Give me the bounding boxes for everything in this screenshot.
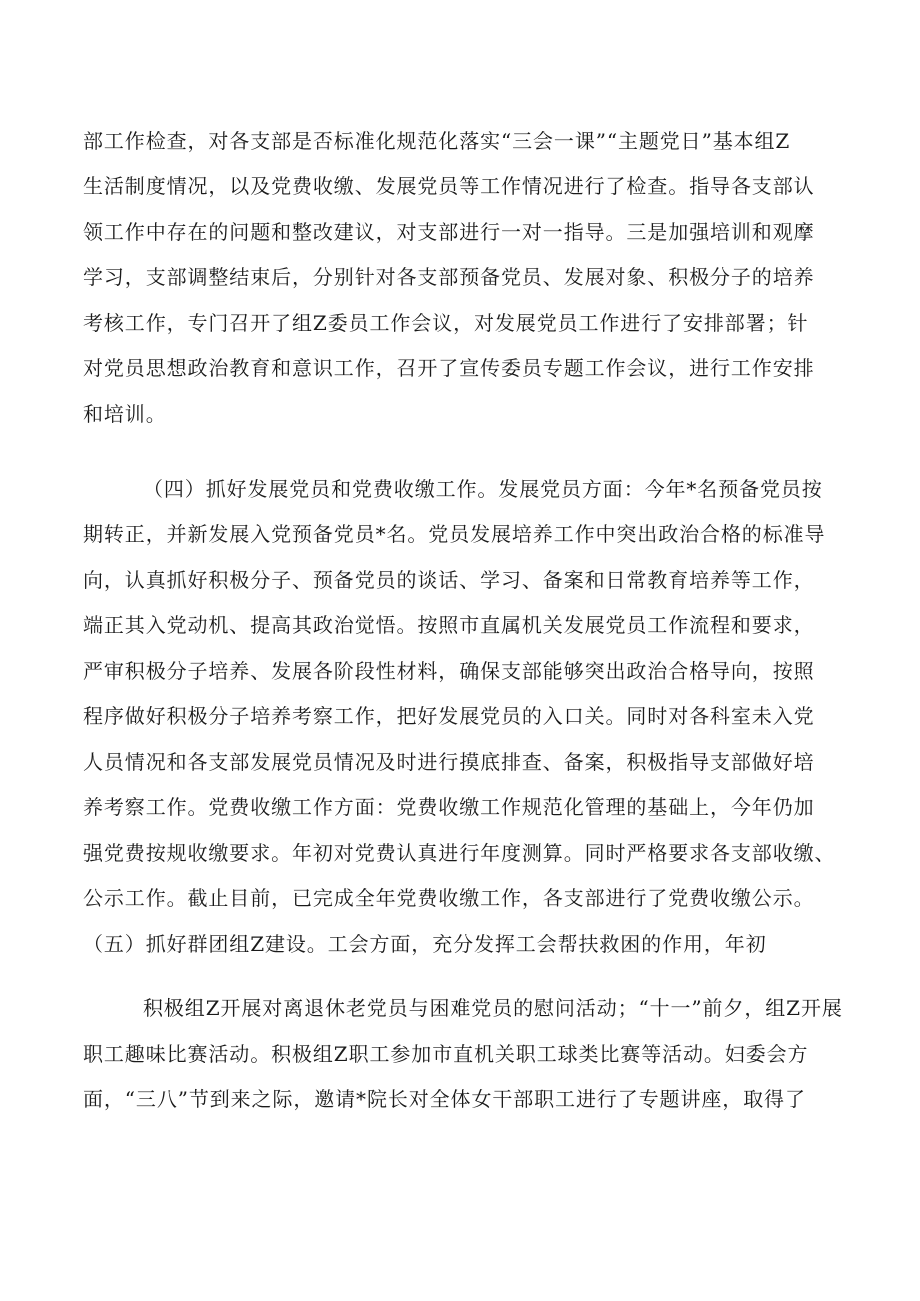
body-text-line: 程序做好积极分子培养考察工作，把好发展党员的入口关。同时对各科室未入党 bbox=[83, 704, 815, 728]
body-text-line: 职工趣味比赛活动。积极组Z职工参加市直机关职工球类比赛等活动。妇委会方 bbox=[83, 1042, 809, 1066]
body-text-line: 和培训。 bbox=[83, 402, 167, 426]
body-text-line: 生活制度情况，以及党费收缴、发展党员等工作情况进行了检查。指导各支部认 bbox=[83, 174, 815, 198]
body-text-line bbox=[83, 1130, 843, 1160]
body-text-line: 考核工作，专门召开了组Z委员工作会议，对发展党员工作进行了安排部署；针 bbox=[83, 311, 809, 335]
body-text-line: 领工作中存在的问题和整改建议，对支部进行一对一指导。三是加强培训和观摩 bbox=[83, 220, 815, 244]
body-text-line: 部工作检查，对各支部是否标准化规范化落实“三会一课”“主题党日”基本组Z bbox=[83, 129, 791, 153]
body-text-line: 人员情况和各支部发展党员情况及时进行摸底排查、备案，积极指导支部做好培 bbox=[83, 750, 815, 774]
body-text-line: （五）抓好群团组Z建设。工会方面，充分发挥工会帮扶救困的作用，年初 bbox=[83, 932, 767, 956]
body-text-line: 端正其入党动机、提高其政治觉悟。按照市直属机关发展党员工作流程和要求， bbox=[83, 613, 815, 637]
body-text-line: 强党费按规收缴要求。年初对党费认真进行年度测算。同时严格要求各支部收缴、 bbox=[83, 841, 836, 865]
body-text-line: 面，“三八”节到来之际，邀请*院长对全体女干部职工进行了专题讲座，取得了 bbox=[83, 1087, 806, 1111]
body-text-line: 养考察工作。党费收缴工作方面：党费收缴工作规范化管理的基础上，今年仍加 bbox=[83, 795, 815, 819]
body-text-line: 公示工作。截止目前，已完成全年党费收缴工作，各支部进行了党费收缴公示。 bbox=[83, 886, 815, 910]
body-text-line: 学习，支部调整结束后，分别针对各支部预备党员、发展对象、积极分子的培养 bbox=[83, 265, 815, 289]
body-text-line: 期转正，并新发展入党预备党员*名。党员发展培养工作中突出政治合格的标准导 bbox=[83, 522, 826, 546]
body-text-line: 严审积极分子培养、发展各阶段性材料，确保支部能够突出政治合格导向，按照 bbox=[83, 659, 815, 683]
section-five-heading-line: 积极组Z开展对离退休老党员与困难党员的慰问活动；“十一”前夕，组Z开展 bbox=[143, 996, 843, 1020]
section-four-heading-line: （四）抓好发展党员和党费收缴工作。发展党员方面：今年*名预备党员按 bbox=[143, 477, 823, 501]
body-text-line: 对党员思想政治教育和意识工作，召开了宣传委员专题工作会议，进行工作安排 bbox=[83, 356, 815, 380]
body-text-line: 向，认真抓好积极分子、预备党员的谈话、学习、备案和日常教育培养等工作， bbox=[83, 568, 815, 592]
